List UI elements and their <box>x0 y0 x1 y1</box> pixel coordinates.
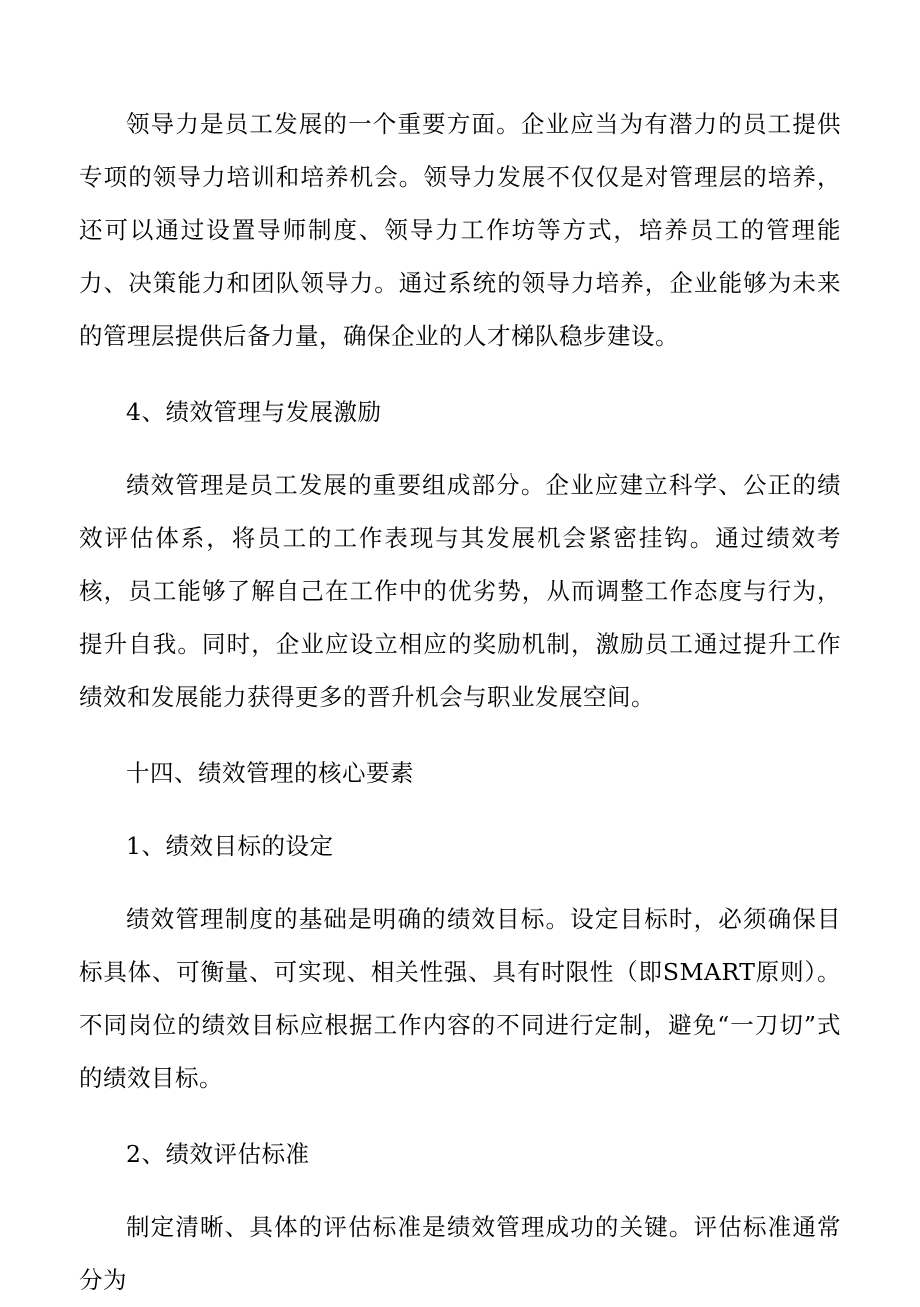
paragraph-leadership: 领导力是员工发展的一个重要方面。企业应当为有潜力的员工提供专项的领导力培训和培养机会。领导力发展不仅仅是对管理层的培养，还可以通过设置导师制度、领导力工作坊等方式，培养员工的管理能力、决策能力和团队领导力。通过系统的领导力培养，企业能够为未来的管理层提供后备力量，确保企业的人才梯队稳步建设。 <box>79 110 841 350</box>
paragraph-goal-setting: 绩效管理制度的基础是明确的绩效目标。设定目标时，必须确保目标具体、可衡量、可实现、相关性强、具有时限性（即SMART原则）。不同岗位的绩效目标应根据工作内容的不同进行定制，避免“一刀切”式的绩效目标。 <box>79 905 841 1092</box>
paragraph-performance-management: 绩效管理是员工发展的重要组成部分。企业应建立科学、公正的绩效评估体系，将员工的工作表现与其发展机会紧密挂钩。通过绩效考核，员工能够了解自己在工作中的优劣势，从而调整工作态度与行为，提升自我。同时，企业应设立相应的奖励机制，激励员工通过提升工作绩效和发展能力获得更多的晋升机会与职业发展空间。 <box>79 471 841 711</box>
heading-goal-setting: 1、绩效目标的设定 <box>126 832 334 860</box>
paragraph-evaluation-standards: 制定清晰、具体的评估标准是绩效管理成功的关键。评估标准通常分为 <box>79 1213 841 1294</box>
heading-evaluation-standards: 2、绩效评估标准 <box>126 1140 310 1168</box>
heading-performance-incentives: 4、绩效管理与发展激励 <box>126 398 382 426</box>
document-body <box>79 98 841 1307</box>
heading-core-elements: 十四、绩效管理的核心要素 <box>126 759 414 787</box>
